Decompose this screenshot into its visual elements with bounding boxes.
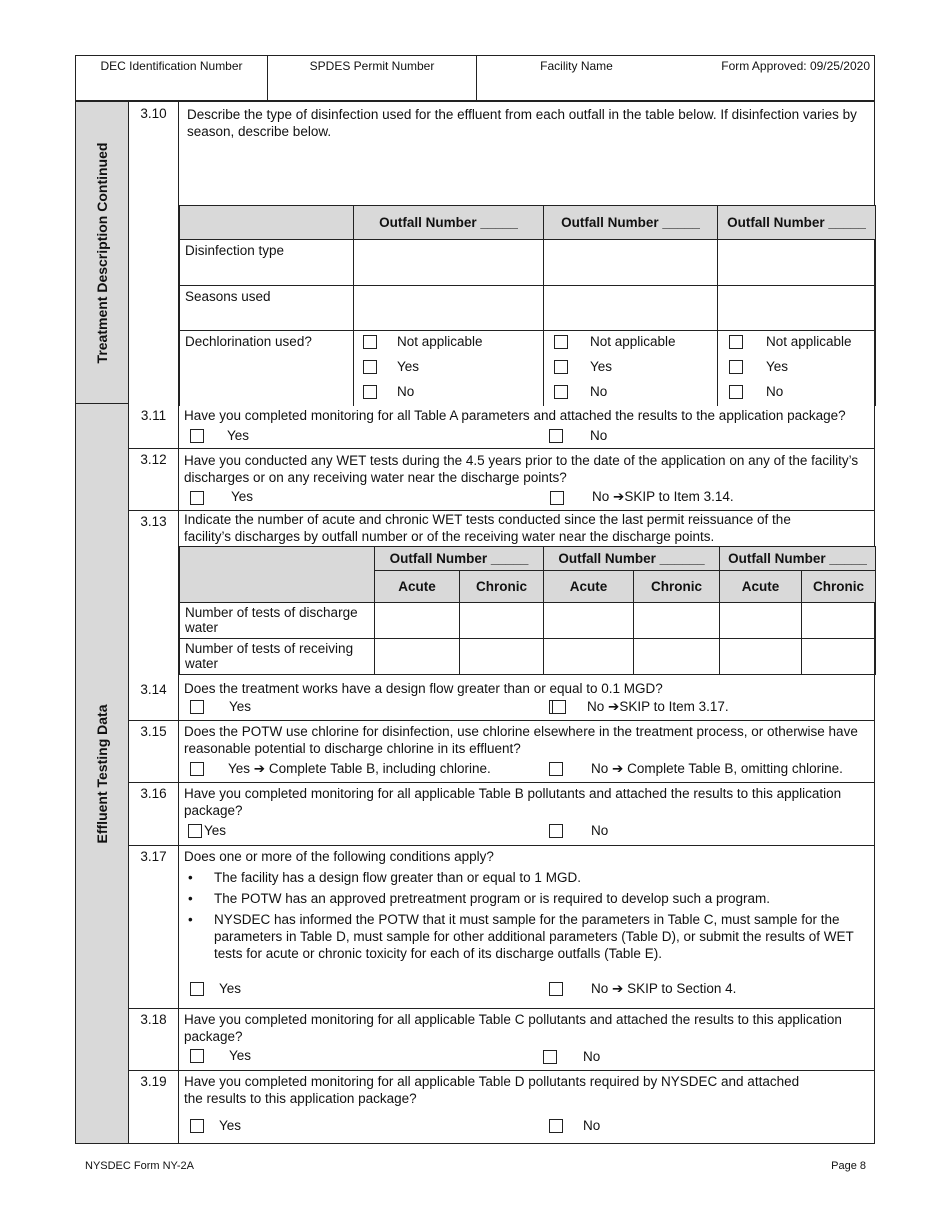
acute-header: Acute <box>544 571 634 603</box>
yes-checkbox[interactable] <box>190 700 204 714</box>
yes-label: Yes <box>227 428 250 443</box>
checkbox-label: No <box>590 384 608 399</box>
no-label: No ➔ SKIP to Section 4. <box>591 981 737 996</box>
checkbox[interactable] <box>729 385 743 399</box>
facility-name-field[interactable]: Facility Name <box>476 56 676 100</box>
row-label: Disinfection type <box>180 240 354 286</box>
chronic-header: Chronic <box>460 571 544 603</box>
no-checkbox[interactable] <box>549 700 566 714</box>
no-label: No ➔ Complete Table B, omitting chlorine. <box>591 761 843 776</box>
input-cell[interactable] <box>354 286 544 331</box>
input-cell[interactable] <box>544 603 634 639</box>
question-text: Does the POTW use chlorine for disinfection, use chlorine elsewhere in the treatment process, or otherwise have reasonable potential to discharge chlorine in its effluent? <box>184 724 858 756</box>
item-number: 3.18 <box>129 1008 179 1070</box>
chronic-header: Chronic <box>802 571 876 603</box>
form-id: NYSDEC Form NY-2A <box>85 1160 195 1172</box>
section-label-effluent: Effluent Testing Data <box>76 404 129 1143</box>
question-text: Have you completed monitoring for all Table A parameters and attached the results to the application package? <box>184 408 846 423</box>
input-cell[interactable] <box>802 639 876 675</box>
no-checkbox[interactable] <box>543 1050 557 1064</box>
dec-id-field[interactable]: DEC Identification Number <box>100 59 243 73</box>
row-label: Number of tests of discharge water <box>180 603 375 639</box>
outfall-number-header: Outfall Number _____ <box>354 206 544 240</box>
item-number: 3.16 <box>129 782 179 845</box>
yes-checkbox[interactable] <box>190 429 204 443</box>
list-item: • NYSDEC has informed the POTW that it must sample for the parameters in Table C, must sample for the parameters in Table D, must sample for other additional parameters (Table D), or submit the results of WET tests for acute or chronic toxicity for each of its discharge outfalls (Table E). <box>184 911 864 962</box>
checkbox[interactable] <box>554 385 568 399</box>
question-text: Have you completed monitoring for all applicable Table C pollutants and attached the results to this application package? <box>184 1012 842 1044</box>
checkbox[interactable] <box>554 360 568 374</box>
no-label: No <box>591 823 609 838</box>
input-cell[interactable] <box>460 639 544 675</box>
row-label: Number of tests of receiving water <box>180 639 375 675</box>
row-label: Seasons used <box>180 286 354 331</box>
form-body <box>75 101 875 1144</box>
checkbox-label: Not applicable <box>766 334 852 349</box>
wet-tests-table <box>179 546 876 675</box>
yes-checkbox[interactable] <box>188 824 202 838</box>
yes-label: Yes <box>219 981 242 996</box>
acute-header: Acute <box>375 571 460 603</box>
outfall-number-header: Outfall Number _____ <box>544 206 718 240</box>
outfall-number-header: Outfall Number ______ <box>544 547 720 571</box>
no-label: No <box>583 1049 601 1064</box>
input-cell[interactable] <box>634 603 720 639</box>
checkbox-label: No <box>397 384 415 399</box>
acute-header: Acute <box>720 571 802 603</box>
yes-label: Yes <box>204 823 227 838</box>
question-text: Have you completed monitoring for all applicable Table B pollutants and attached the results to this application package? <box>184 786 842 818</box>
checkbox-label: Yes <box>397 359 420 374</box>
outfall-number-header: Outfall Number _____ <box>718 206 876 240</box>
outfall-number-header: Outfall Number _____ <box>375 547 544 571</box>
input-cell[interactable] <box>718 286 876 331</box>
item-number: 3.13 <box>129 510 179 678</box>
checkbox[interactable] <box>554 335 568 349</box>
page-number: Page 8 <box>831 1160 866 1172</box>
no-checkbox[interactable] <box>549 1119 563 1133</box>
input-cell[interactable] <box>544 639 634 675</box>
yes-checkbox[interactable] <box>190 982 204 996</box>
chronic-header: Chronic <box>634 571 720 603</box>
no-checkbox[interactable] <box>549 429 563 443</box>
item-number: 3.12 <box>129 448 179 510</box>
list-item: • The POTW has an approved pretreatment program or is required to develop such a program. <box>184 890 864 907</box>
question-text: Does one or more of the following conditions apply? <box>184 849 494 864</box>
question-text: Does the treatment works have a design flow greater than or equal to 0.1 MGD? <box>184 681 663 696</box>
yes-label: Yes <box>229 699 252 714</box>
question-text: Describe the type of disinfection used for the effluent from each outfall in the table below. If disinfection varies by season, describe below. <box>187 107 857 139</box>
checkbox-label: Not applicable <box>397 334 483 349</box>
item-number: 3.10 <box>129 102 179 404</box>
input-cell[interactable] <box>634 639 720 675</box>
checkbox[interactable] <box>729 360 743 374</box>
no-checkbox[interactable] <box>550 491 564 505</box>
input-cell[interactable] <box>802 603 876 639</box>
yes-checkbox[interactable] <box>190 1049 204 1063</box>
input-cell[interactable] <box>720 639 802 675</box>
spdes-permit-field[interactable]: SPDES Permit Number <box>267 56 476 100</box>
item-number: 3.19 <box>129 1070 179 1143</box>
input-cell[interactable] <box>354 240 544 286</box>
yes-label: Yes <box>219 1118 242 1133</box>
checkbox-label: Yes <box>766 359 789 374</box>
yes-label: Yes ➔ Complete Table B, including chlorine. <box>228 761 491 776</box>
form-header <box>75 55 875 101</box>
list-item: • The facility has a design flow greater than or equal to 1 MGD. <box>184 869 864 886</box>
item-number: 3.14 <box>129 678 179 720</box>
input-cell[interactable] <box>720 603 802 639</box>
item-number: 3.17 <box>129 845 179 1008</box>
form-approved-date: Form Approved: 09/25/2020 <box>721 59 870 73</box>
no-label: No ➔SKIP to Item 3.17. <box>587 699 729 714</box>
checkbox[interactable] <box>363 360 377 374</box>
input-cell[interactable] <box>460 603 544 639</box>
row-label: Dechlorination used? <box>180 331 354 406</box>
no-checkbox[interactable] <box>549 762 563 776</box>
yes-checkbox[interactable] <box>190 491 204 505</box>
item-number: 3.11 <box>129 404 179 448</box>
input-cell[interactable] <box>375 639 460 675</box>
checkbox[interactable] <box>363 335 377 349</box>
checkbox[interactable] <box>729 335 743 349</box>
no-label: No <box>583 1118 601 1133</box>
item-number: 3.15 <box>129 720 179 782</box>
yes-label: Yes <box>229 1048 252 1063</box>
no-checkbox[interactable] <box>549 982 563 996</box>
question-text: Have you completed monitoring for all applicable Table D pollutants required by NYSDEC and attached the results to this application package? <box>184 1074 800 1106</box>
checkbox-label: Not applicable <box>590 334 676 349</box>
question-text: Indicate the number of acute and chronic WET tests conducted since the last permit reissuance of the facility’s discharges by outfall number or of the receiving water near the discharge points. <box>184 512 791 544</box>
input-cell[interactable] <box>544 240 718 286</box>
yes-label: Yes <box>231 489 254 504</box>
input-cell[interactable] <box>718 240 876 286</box>
no-label: No ➔SKIP to Item 3.14. <box>592 489 734 504</box>
outfall-number-header: Outfall Number _____ <box>720 547 876 571</box>
input-cell[interactable] <box>375 603 460 639</box>
checkbox[interactable] <box>363 385 377 399</box>
section-label-treatment: Treatment Description Continued <box>76 102 129 404</box>
checkbox-label: No <box>766 384 784 399</box>
question-text: Have you conducted any WET tests during the 4.5 years prior to the date of the application on any of the facility’s discharges or on any receiving water near the discharge points? <box>184 453 859 485</box>
disinfection-table <box>179 205 876 406</box>
checkbox-label: Yes <box>590 359 613 374</box>
input-cell[interactable] <box>544 286 718 331</box>
no-label: No <box>590 428 608 443</box>
conditions-list <box>184 869 864 966</box>
no-checkbox[interactable] <box>549 824 563 838</box>
yes-checkbox[interactable] <box>190 762 204 776</box>
yes-checkbox[interactable] <box>190 1119 204 1133</box>
